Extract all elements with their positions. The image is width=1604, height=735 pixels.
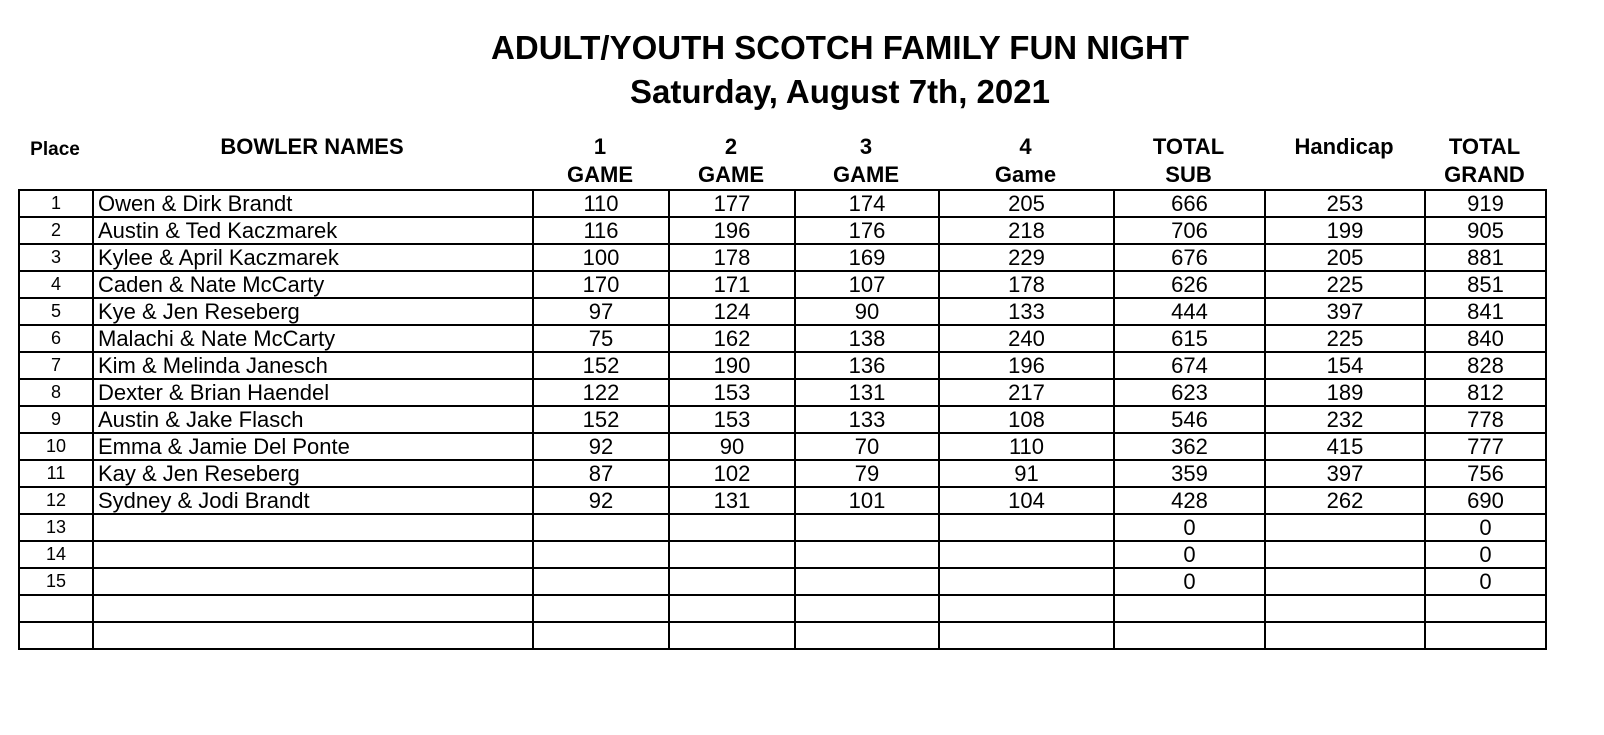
- total-grand-cell: [1425, 622, 1546, 649]
- total-sub-cell: 666: [1114, 190, 1265, 217]
- handicap-cell: [1265, 541, 1425, 568]
- table-row: [19, 460, 1546, 487]
- handicap-cell: 225: [1265, 325, 1425, 352]
- handicap-cell: 397: [1265, 460, 1425, 487]
- table-row: [19, 487, 1546, 514]
- score-table: [18, 189, 1547, 650]
- place-cell: [19, 595, 93, 622]
- total-sub-cell: 428: [1114, 487, 1265, 514]
- place-cell: 7: [19, 352, 93, 379]
- game-4-cell: 110: [939, 433, 1114, 460]
- game-4-cell: 205: [939, 190, 1114, 217]
- game-1-cell: 152: [533, 406, 669, 433]
- total-grand-cell: 0: [1425, 568, 1546, 595]
- game-2-cell: 153: [669, 379, 795, 406]
- game-1-cell: 87: [533, 460, 669, 487]
- game-4-cell: 218: [939, 217, 1114, 244]
- table-row: [19, 271, 1546, 298]
- game-2-cell: 162: [669, 325, 795, 352]
- total-sub-cell: 546: [1114, 406, 1265, 433]
- game-2-cell: 196: [669, 217, 795, 244]
- game-4-cell: 104: [939, 487, 1114, 514]
- table-row: [19, 379, 1546, 406]
- total-sub-cell: 359: [1114, 460, 1265, 487]
- game-1-cell: [533, 568, 669, 595]
- game-3-cell: 169: [795, 244, 939, 271]
- header-total-sub: TOTAL SUB: [1152, 134, 1225, 187]
- table-row: [19, 541, 1546, 568]
- handicap-cell: 154: [1265, 352, 1425, 379]
- total-grand-cell: 778: [1425, 406, 1546, 433]
- game-3-cell: 136: [795, 352, 939, 379]
- total-sub-cell: [1114, 622, 1265, 649]
- header-game-2: 2 GAME: [698, 134, 764, 187]
- place-cell: 11: [19, 460, 93, 487]
- place-cell: 12: [19, 487, 93, 514]
- bowler-name-cell: Emma & Jamie Del Ponte: [93, 433, 533, 460]
- game-1-cell: [533, 514, 669, 541]
- game-3-cell: [795, 595, 939, 622]
- total-grand-cell: 841: [1425, 298, 1546, 325]
- bowler-name-cell: Owen & Dirk Brandt: [93, 190, 533, 217]
- handicap-cell: 189: [1265, 379, 1425, 406]
- game-2-cell: 171: [669, 271, 795, 298]
- handicap-cell: [1265, 568, 1425, 595]
- bowler-name-cell: [93, 568, 533, 595]
- total-sub-cell: 0: [1114, 541, 1265, 568]
- game-3-cell: 107: [795, 271, 939, 298]
- bowler-name-cell: Kim & Melinda Janesch: [93, 352, 533, 379]
- game-4-cell: [939, 568, 1114, 595]
- event-title: ADULT/YOUTH SCOTCH FAMILY FUN NIGHT: [491, 29, 1189, 66]
- game-4-cell: 91: [939, 460, 1114, 487]
- game-2-cell: [669, 622, 795, 649]
- bowler-name-cell: Caden & Nate McCarty: [93, 271, 533, 298]
- bowler-name-cell: Malachi & Nate McCarty: [93, 325, 533, 352]
- total-sub-cell: 444: [1114, 298, 1265, 325]
- game-1-cell: 116: [533, 217, 669, 244]
- table-row: [19, 217, 1546, 244]
- total-grand-cell: [1425, 595, 1546, 622]
- table-row: [19, 595, 1546, 622]
- game-4-cell: 217: [939, 379, 1114, 406]
- place-cell: 15: [19, 568, 93, 595]
- game-2-cell: 102: [669, 460, 795, 487]
- table-row: [19, 244, 1546, 271]
- total-sub-cell: 615: [1114, 325, 1265, 352]
- table-row: [19, 406, 1546, 433]
- header-game-3: 3 GAME: [833, 134, 899, 187]
- total-grand-cell: 919: [1425, 190, 1546, 217]
- total-sub-cell: 674: [1114, 352, 1265, 379]
- game-3-cell: 138: [795, 325, 939, 352]
- game-4-cell: 178: [939, 271, 1114, 298]
- game-4-cell: 196: [939, 352, 1114, 379]
- bowler-name-cell: Sydney & Jodi Brandt: [93, 487, 533, 514]
- place-cell: 4: [19, 271, 93, 298]
- game-4-cell: 133: [939, 298, 1114, 325]
- table-row: [19, 298, 1546, 325]
- game-1-cell: 75: [533, 325, 669, 352]
- handicap-cell: 225: [1265, 271, 1425, 298]
- game-3-cell: [795, 622, 939, 649]
- game-3-cell: 101: [795, 487, 939, 514]
- bowler-name-cell: Austin & Ted Kaczmarek: [93, 217, 533, 244]
- game-3-cell: 133: [795, 406, 939, 433]
- game-2-cell: 178: [669, 244, 795, 271]
- place-cell: 2: [19, 217, 93, 244]
- game-1-cell: 97: [533, 298, 669, 325]
- bowler-name-cell: [93, 541, 533, 568]
- place-cell: 5: [19, 298, 93, 325]
- total-sub-cell: [1114, 595, 1265, 622]
- total-sub-cell: 0: [1114, 568, 1265, 595]
- bowler-name-cell: Kylee & April Kaczmarek: [93, 244, 533, 271]
- game-2-cell: 124: [669, 298, 795, 325]
- game-1-cell: 92: [533, 487, 669, 514]
- total-grand-cell: 0: [1425, 541, 1546, 568]
- total-sub-cell: 623: [1114, 379, 1265, 406]
- header-place: Place: [30, 139, 80, 160]
- total-grand-cell: 0: [1425, 514, 1546, 541]
- place-cell: 10: [19, 433, 93, 460]
- handicap-cell: [1265, 595, 1425, 622]
- game-1-cell: 92: [533, 433, 669, 460]
- bowler-name-cell: [93, 622, 533, 649]
- bowler-name-cell: Kay & Jen Reseberg: [93, 460, 533, 487]
- total-grand-cell: 777: [1425, 433, 1546, 460]
- bowler-name-cell: [93, 514, 533, 541]
- place-cell: 8: [19, 379, 93, 406]
- game-2-cell: [669, 514, 795, 541]
- game-2-cell: 153: [669, 406, 795, 433]
- game-1-cell: 100: [533, 244, 669, 271]
- game-3-cell: 79: [795, 460, 939, 487]
- handicap-cell: 397: [1265, 298, 1425, 325]
- total-sub-cell: 676: [1114, 244, 1265, 271]
- game-4-cell: [939, 622, 1114, 649]
- game-3-cell: 90: [795, 298, 939, 325]
- bowler-name-cell: Austin & Jake Flasch: [93, 406, 533, 433]
- header-handicap: Handicap: [1294, 134, 1394, 159]
- header-game-1: 1 GAME: [567, 134, 633, 187]
- bowler-name-cell: Dexter & Brian Haendel: [93, 379, 533, 406]
- game-4-cell: [939, 595, 1114, 622]
- header-game-4: 4 Game: [994, 134, 1057, 187]
- bowler-name-cell: Kye & Jen Reseberg: [93, 298, 533, 325]
- handicap-cell: [1265, 622, 1425, 649]
- place-cell: 9: [19, 406, 93, 433]
- game-1-cell: 170: [533, 271, 669, 298]
- game-3-cell: 131: [795, 379, 939, 406]
- total-grand-cell: 881: [1425, 244, 1546, 271]
- game-2-cell: [669, 595, 795, 622]
- game-4-cell: [939, 541, 1114, 568]
- total-grand-cell: 812: [1425, 379, 1546, 406]
- game-1-cell: 122: [533, 379, 669, 406]
- table-row: [19, 622, 1546, 649]
- game-3-cell: 174: [795, 190, 939, 217]
- total-grand-cell: 851: [1425, 271, 1546, 298]
- bowler-name-cell: [93, 595, 533, 622]
- handicap-cell: 262: [1265, 487, 1425, 514]
- handicap-cell: 205: [1265, 244, 1425, 271]
- total-sub-cell: 626: [1114, 271, 1265, 298]
- event-date: Saturday, August 7th, 2021: [630, 73, 1050, 110]
- header-total-grand: TOTAL GRAND: [1444, 134, 1525, 187]
- table-row: [19, 433, 1546, 460]
- total-grand-cell: 840: [1425, 325, 1546, 352]
- game-4-cell: 229: [939, 244, 1114, 271]
- game-1-cell: 152: [533, 352, 669, 379]
- place-cell: 14: [19, 541, 93, 568]
- handicap-cell: 415: [1265, 433, 1425, 460]
- game-1-cell: [533, 595, 669, 622]
- game-2-cell: [669, 568, 795, 595]
- total-sub-cell: 706: [1114, 217, 1265, 244]
- place-cell: 1: [19, 190, 93, 217]
- table-row: [19, 325, 1546, 352]
- handicap-cell: 253: [1265, 190, 1425, 217]
- game-3-cell: [795, 541, 939, 568]
- game-1-cell: 110: [533, 190, 669, 217]
- table-row: [19, 514, 1546, 541]
- game-3-cell: 70: [795, 433, 939, 460]
- game-1-cell: [533, 541, 669, 568]
- game-4-cell: 108: [939, 406, 1114, 433]
- game-2-cell: 177: [669, 190, 795, 217]
- total-grand-cell: 756: [1425, 460, 1546, 487]
- place-cell: 13: [19, 514, 93, 541]
- game-3-cell: 176: [795, 217, 939, 244]
- game-4-cell: [939, 514, 1114, 541]
- game-2-cell: 131: [669, 487, 795, 514]
- header-bowler-names: BOWLER NAMES: [220, 134, 404, 159]
- table-row: [19, 190, 1546, 217]
- place-cell: 6: [19, 325, 93, 352]
- total-grand-cell: 690: [1425, 487, 1546, 514]
- game-2-cell: [669, 541, 795, 568]
- table-row: [19, 352, 1546, 379]
- total-sub-cell: 362: [1114, 433, 1265, 460]
- total-sub-cell: 0: [1114, 514, 1265, 541]
- place-cell: 3: [19, 244, 93, 271]
- total-grand-cell: 905: [1425, 217, 1546, 244]
- game-1-cell: [533, 622, 669, 649]
- game-3-cell: [795, 514, 939, 541]
- handicap-cell: 232: [1265, 406, 1425, 433]
- place-cell: [19, 622, 93, 649]
- handicap-cell: [1265, 514, 1425, 541]
- total-grand-cell: 828: [1425, 352, 1546, 379]
- table-row: [19, 568, 1546, 595]
- game-3-cell: [795, 568, 939, 595]
- handicap-cell: 199: [1265, 217, 1425, 244]
- game-4-cell: 240: [939, 325, 1114, 352]
- score-table-body: [19, 190, 1546, 649]
- game-2-cell: 90: [669, 433, 795, 460]
- game-2-cell: 190: [669, 352, 795, 379]
